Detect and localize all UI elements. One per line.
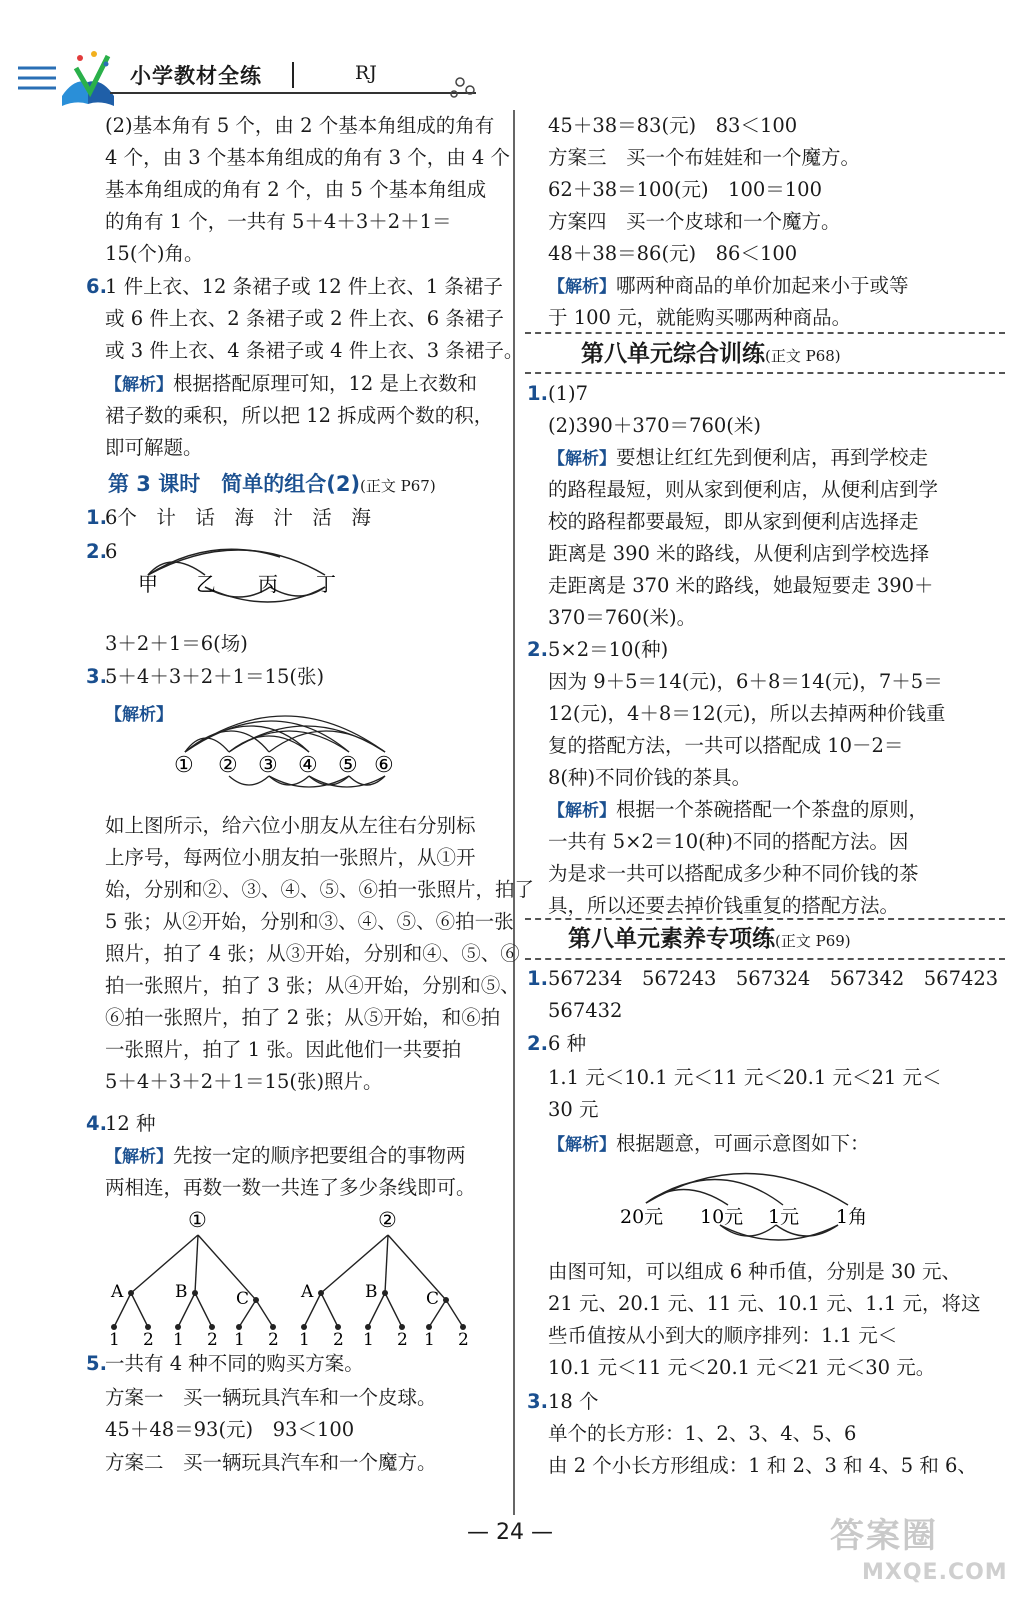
tree-leaf-label: 1 [234,1330,245,1345]
question-number: 1. [527,967,548,990]
answer-line: 18 个 [548,1390,599,1413]
answer-line: 方案三 买一个布娃娃和一个魔方。 [548,146,861,169]
tree-leaf-line [446,1300,463,1327]
tree-branch-line [321,1235,388,1293]
analysis-text: 于 100 元，就能购买哪两种商品。 [548,306,852,329]
lesson-heading [108,470,436,500]
analysis-text: 的路程最短，则从家到便利店，从便利店到学 [548,478,939,501]
analysis-text: 走距离是 370 米的路线，她最短要走 390＋ [548,574,934,597]
node-label: 甲 [138,572,158,596]
answer-line: 567234 567243 567324 567342 567423 [548,967,999,990]
node-label: ② [218,753,238,778]
tree-branch-label: A [111,1282,124,1302]
text-line: 15(个)角。 [105,242,204,265]
node-label: ① [174,753,194,778]
tree-branch-line [385,1235,388,1293]
text-line: 的角有 1 个，一共有 5＋4＋3＋2＋1＝ [105,210,452,233]
answer-line: 方案一 买一辆玩具汽车和一个皮球。 [105,1386,437,1409]
section-rule [525,918,1005,920]
answer-line: 3＋2＋1＝6(场) [105,632,248,655]
question-number: 3. [527,1390,548,1413]
analysis-text: 21 元、20.1 元、11 元、10.1 元、1.1 元，将这 [548,1292,981,1315]
answer-line: 或 3 件上衣、4 条裙子或 4 件上衣、3 条裙子。 [105,339,524,362]
analysis-text: 些币值按从小到大的顺序排列：1.1 元＜ [548,1324,898,1347]
tree-leaf-line [256,1300,273,1327]
analysis-text: 10.1 元＜11 元＜20.1 元＜21 元＜30 元。 [548,1356,936,1379]
tree-leaf-label: 1 [109,1330,120,1345]
tree-branch-line [131,1235,198,1293]
analysis-text: 根据搭配原理可知，12 是上衣数和 [173,372,478,395]
analysis-text: 5＋4＋3＋2＋1＝15(张)照片。 [105,1070,383,1093]
edition-label: RJ [355,62,377,84]
answer-line: (2)390＋370＝760(米) [548,414,761,437]
answer-line: 6 种 [548,1032,587,1055]
swirl-ornament-icon [440,76,480,106]
analysis-text: 哪两种商品的单价加起来小于或等 [616,274,909,297]
node-label: 1角 [836,1206,868,1228]
answer-line: 567432 [548,999,623,1022]
question-number: 3. [86,665,107,688]
analysis-text: 两相连，再数一数一共连了多少条线即可。 [105,1176,476,1199]
tree-leaf-line [195,1293,212,1327]
node-label: ⑥ [374,753,394,778]
answer-line: 方案二 买一辆玩具汽车和一个魔方。 [105,1451,437,1474]
question-number: 5. [86,1352,107,1375]
answer-line: 12 种 [105,1112,156,1135]
answer-line: 1.1 元＜10.1 元＜11 元＜20.1 元＜21 元＜ [548,1066,942,1089]
answer-line: 45＋48＝93(元) 93＜100 [105,1418,355,1441]
answer-line: 一共有 4 种不同的购买方案。 [105,1352,364,1375]
analysis-tag: 【解析】 [105,1147,173,1167]
section-rule [525,332,1005,334]
analysis-tag: 【解析】 [105,375,173,395]
section-rule [525,372,1005,374]
tree-leaf-label: 2 [268,1330,279,1345]
page-number: — 24 — [467,1520,553,1545]
analysis-text: 一共有 5×2＝10(种)不同的搭配方法。因 [548,830,909,853]
watermark-logo: 答案圈 [830,1516,938,1556]
node-label: 丙 [258,572,278,596]
answer-line: 单个的长方形：1、2、3、4、5、6 [548,1422,857,1445]
tree-leaf-label: 1 [173,1330,184,1345]
analysis-text: 根据题意，可画示意图如下： [616,1132,870,1155]
tree-branch-label: B [175,1282,188,1302]
answer-line: 或 6 件上衣、2 条裙子或 2 件上衣、6 条裙子 [105,307,504,330]
tree-leaf-label: 2 [458,1330,469,1345]
section-heading [568,925,851,955]
tree-branch-label: A [301,1282,314,1302]
analysis-tag: 【解析】 [548,277,616,297]
open-book-icon [18,48,114,108]
page-header [0,0,1017,110]
header-separator [292,62,294,88]
section-ref: (正文 P69) [775,932,851,950]
tree-root-label: ② [378,1208,397,1232]
analysis-text: 由图可知，可以组成 6 种币值，分别是 30 元、 [548,1260,962,1283]
analysis-text: 即可解题。 [105,436,203,459]
analysis-tag: 【解析】 [548,801,616,821]
analysis-text: 上序号，每两位小朋友拍一张照片，从①开 [105,846,476,869]
book-title: 小学教材全练 [130,64,262,88]
node-label: 1元 [768,1206,800,1228]
node-label: 20元 [620,1206,664,1228]
analysis-tag: 【解析】 [548,1135,616,1155]
photo-pair-diagram [165,690,415,800]
match-diagram-jiayi [130,535,360,605]
coin-combination-diagram [608,1155,888,1250]
analysis-text: 一张照片，拍了 1 张。因此他们一共要拍 [105,1038,462,1061]
answer-line: 8(种)不同价钱的茶具。 [548,766,752,789]
tree-leaf-label: 2 [207,1330,218,1345]
analysis-text: 照片，拍了 4 张；从③开始，分别和④、⑤、⑥ [105,942,520,965]
tree-leaf-label: 1 [363,1330,374,1345]
answer-line: 由 2 个小长方形组成：1 和 2、3 和 4、5 和 6、 [548,1454,977,1477]
tree-branch-line [195,1235,198,1293]
answer-line: 方案四 买一个皮球和一个魔方。 [548,210,841,233]
question-number: 6. [86,275,107,298]
column-divider [513,110,515,1515]
tree-leaf-label: 2 [333,1330,344,1345]
tree-branch-label: B [365,1282,378,1302]
answer-line: 1 件上衣、12 条裙子或 12 件上衣、1 条裙子 [105,275,503,298]
header-rule [110,92,476,94]
analysis-text: 拍一张照片，拍了 3 张；从④开始，分别和⑤、 [105,974,520,997]
analysis-text: 裙子数的乘积，所以把 12 拆成两个数的积， [105,404,494,427]
lesson-ref: (正文 P67) [360,477,436,495]
text-line: (2)基本角有 5 个，由 2 个基本角组成的角有 [105,114,495,137]
tree-leaf-label: 1 [424,1330,435,1345]
answer-line: 5＋4＋3＋2＋1＝15(张) [105,665,325,688]
answer-line: 48＋38＝86(元) 86＜100 [548,242,798,265]
analysis-text: 具，所以还要去掉价钱重复的搭配方法。 [548,894,900,917]
analysis-tag: 【解析】 [548,449,616,469]
answer-line: 62＋38＝100(元) 100＝100 [548,178,822,201]
node-label: ⑤ [338,753,358,778]
tree-leaf-label: 2 [397,1330,408,1345]
analysis-text: 始，分别和②、③、④、⑤、⑥拍一张照片，拍了 [105,878,535,901]
tree-branch-label: C [236,1289,250,1309]
watermark-url: MXQE.COM [862,1560,1008,1585]
question-number: 4. [86,1112,107,1135]
analysis-text: 先按一定的顺序把要组合的事物两 [173,1144,466,1167]
analysis-text: 如上图所示，给六位小朋友从左往右分别标 [105,814,476,837]
analysis-text: 根据一个茶碗搭配一个茶盘的原则， [616,798,929,821]
analysis-text: 为是求一共可以搭配成多少种不同价钱的茶 [548,862,919,885]
node-label: 10元 [700,1206,744,1228]
answer-line: 6 [105,540,118,563]
tree-leaf-label: 1 [299,1330,310,1345]
section-title: 第八单元素养专项练 [568,926,775,952]
node-label: 丁 [316,572,336,596]
tree-branch-label: C [426,1289,440,1309]
question-number: 1. [86,506,107,529]
tree-diagram [100,1205,490,1345]
analysis-text: 要想让红红先到便利店，再到学校走 [616,446,929,469]
answer-line: 5×2＝10(种) [548,638,669,661]
lesson-title: 第 3 课时 简单的组合(2) [108,472,361,496]
answer-line: 复的搭配方法，一共可以搭配成 10－2＝ [548,734,904,757]
node-label: ③ [258,753,278,778]
tree-leaf-line [131,1293,148,1327]
text-line: 4 个，由 3 个基本角组成的角有 3 个，由 4 个 [105,146,511,169]
tree-leaf-label: 2 [143,1330,154,1345]
node-label: 乙 [196,572,216,596]
section-ref: (正文 P68) [765,347,841,365]
answer-line: 6个 计 话 海 汁 活 海 [105,506,371,529]
answer-line: 12(元)，4＋8＝12(元)，所以去掉两种价钱重 [548,702,946,725]
tree-leaf-line [321,1293,338,1327]
answer-line: 45＋38＝83(元) 83＜100 [548,114,798,137]
answer-line: (1)7 [548,382,589,405]
analysis-text: 5 张；从②开始，分别和③、④、⑤、⑥拍一张 [105,910,514,933]
analysis-text: 370＝760(米)。 [548,606,697,629]
section-title: 第八单元综合训练 [581,341,765,367]
tree-root-label: ① [188,1208,207,1232]
section-rule [525,958,1005,960]
question-number: 2. [86,540,107,563]
answer-line: 30 元 [548,1098,599,1121]
question-number: 1. [527,382,548,405]
analysis-text: 距离是 390 米的路线，从便利店到学校选择 [548,542,930,565]
text-line: 基本角组成的角有 2 个，由 5 个基本角组成 [105,178,487,201]
section-heading [581,340,841,370]
analysis-text: ⑥拍一张照片，拍了 2 张；从⑤开始，和⑥拍 [105,1006,501,1029]
analysis-tag: 【解析】 [105,705,173,725]
analysis-text: 校的路程都要最短，即从家到便利店选择走 [548,510,919,533]
question-number: 2. [527,1032,548,1055]
question-number: 2. [527,638,548,661]
node-label: ④ [298,753,318,778]
answer-line: 因为 9＋5＝14(元)，6＋8＝14(元)，7＋5＝ [548,670,943,693]
tree-leaf-line [385,1293,402,1327]
